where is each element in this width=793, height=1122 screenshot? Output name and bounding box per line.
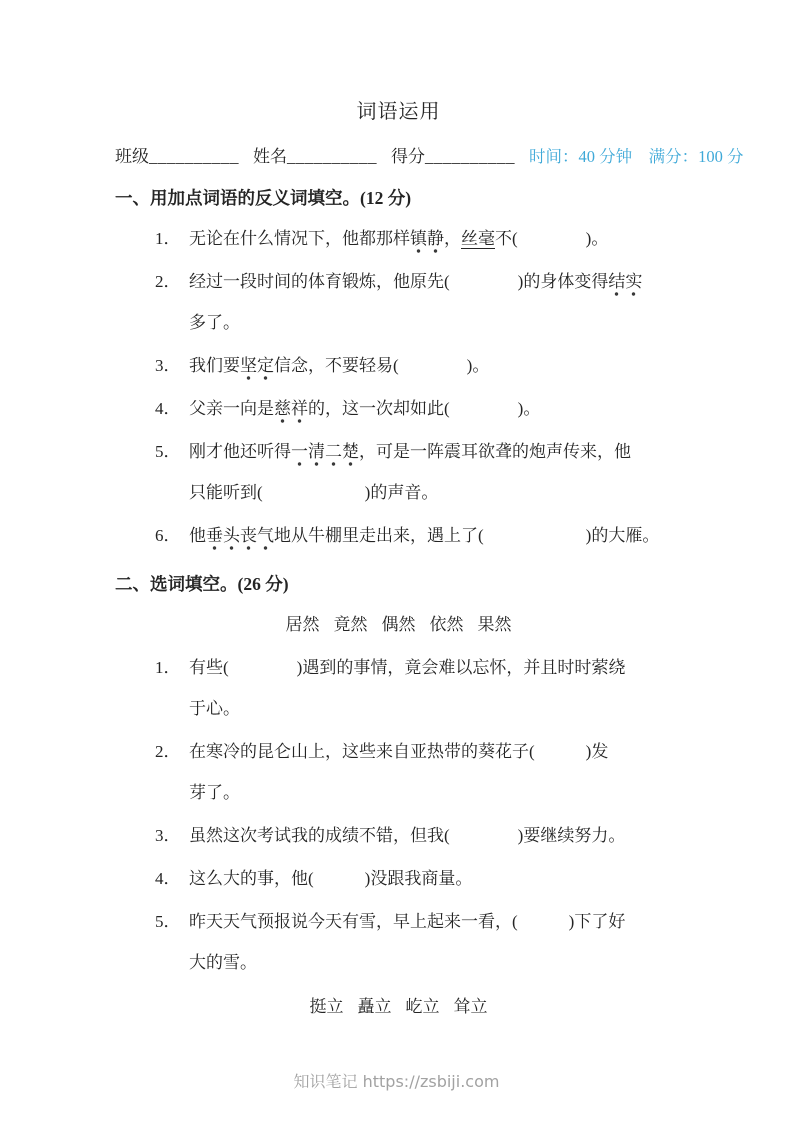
question-item: [155, 431, 682, 513]
word-bank: [115, 604, 682, 645]
question-number: 5．: [155, 442, 181, 461]
name-blank-line[interactable]: __________: [287, 147, 377, 166]
word-bank-option: 居然: [285, 615, 320, 634]
question-item: [155, 218, 682, 259]
question-item: [155, 515, 682, 556]
question-item: [155, 815, 682, 856]
score-blank-line[interactable]: __________: [425, 147, 515, 166]
class-blank-line[interactable]: __________: [149, 147, 239, 166]
question-item: [155, 388, 682, 429]
question-item: [155, 901, 682, 983]
question-number: 4．: [155, 399, 181, 418]
text-run: 他: [189, 526, 206, 545]
question-line: [155, 942, 682, 983]
sections-container: [115, 183, 682, 1027]
question-line: [155, 688, 682, 729]
question-line: [155, 431, 682, 472]
question-number: 2．: [155, 742, 181, 761]
dotted-word: 坚定: [240, 356, 274, 381]
question-number: 3．: [155, 356, 181, 375]
question-item: [155, 731, 682, 813]
text-run: 父亲一向是: [189, 399, 274, 418]
score-label: 得分: [391, 147, 425, 166]
text-with-answer-blank[interactable]: 在寒冷的昆仑山上，这些来自亚热带的葵花子( )发: [189, 742, 609, 761]
word-bank-option: 耸立: [453, 997, 488, 1016]
dotted-word: 一清二楚: [291, 442, 359, 467]
info-row: [115, 144, 744, 170]
question-number: 5．: [155, 912, 181, 931]
word-bank-option: 屹立: [405, 997, 440, 1016]
word-bank: [115, 986, 682, 1027]
page-title: 词语运用: [356, 101, 441, 123]
text-run: 芽了。: [189, 783, 240, 802]
text-with-answer-blank[interactable]: 有些( )遇到的事情，竟会难以忘怀，并且时时萦绕: [189, 658, 626, 677]
question-line: [155, 647, 682, 688]
word-bank-option: 竟然: [333, 615, 368, 634]
score-field: [391, 144, 515, 170]
text-run: ，可是一阵震耳欲聋的炮声传来，他: [359, 442, 631, 461]
class-label: 班级: [115, 147, 149, 166]
word-bank-option: 依然: [429, 615, 464, 634]
question-line: [155, 388, 682, 429]
text-with-answer-blank[interactable]: 只能听到( )的声音。: [189, 483, 439, 502]
text-with-answer-blank[interactable]: 这么大的事，他( )没跟我商量。: [189, 869, 473, 888]
question-number: 6．: [155, 526, 181, 545]
question-number: 2．: [155, 272, 181, 291]
question-line: [155, 731, 682, 772]
question-line: [155, 345, 682, 386]
question-item: [155, 858, 682, 899]
section-heading: 一、用加点词语的反义词填空。(12 分): [115, 188, 412, 208]
question-line: [155, 772, 682, 813]
text-with-answer-blank[interactable]: 地从牛棚里走出来，遇上了( )的大雁。: [274, 526, 660, 545]
dotted-word: 慈祥: [274, 399, 308, 424]
question-line: [155, 218, 682, 259]
text-with-answer-blank[interactable]: 不( )。: [495, 229, 609, 248]
question-line: [155, 901, 682, 942]
class-field: [115, 144, 239, 170]
question-line: [155, 302, 682, 343]
text-run: 我们要: [189, 356, 240, 375]
question-line: [155, 261, 682, 302]
word-bank-option: 偶然: [381, 615, 416, 634]
question-line: [155, 515, 682, 556]
text-run: 无论在什么情况下，他都那样: [189, 229, 410, 248]
text-with-answer-blank[interactable]: 经过一段时间的体育锻炼，他原先( )的身体变得: [189, 272, 609, 291]
text-run: 刚才他还听得: [189, 442, 291, 461]
question-item: [155, 345, 682, 386]
text-run: ，: [444, 229, 461, 248]
word-bank-option: 挺立: [309, 997, 344, 1016]
text-run: 于心。: [189, 699, 240, 718]
text-run: 大的雪。: [189, 953, 257, 972]
question-number: 1．: [155, 229, 181, 248]
name-field: [253, 144, 377, 170]
question-line: [155, 472, 682, 513]
name-label: 姓名: [253, 147, 287, 166]
text-with-answer-blank[interactable]: 昨天天气预报说今天有雪，早上起来一看，( )下了好: [189, 912, 626, 931]
question-line: [155, 815, 682, 856]
dotted-word: 垂头丧气: [206, 526, 274, 551]
question-number: 1．: [155, 658, 181, 677]
dotted-word: 结实: [608, 272, 642, 297]
text-with-answer-blank[interactable]: 信念，不要轻易( )。: [274, 356, 490, 375]
underlined-word: 丝毫: [461, 229, 495, 248]
time-score-note: 时间：40 分钟 满分：100 分: [529, 147, 744, 166]
question-item: [155, 647, 682, 729]
word-bank-option: 矗立: [357, 997, 392, 1016]
question-number: 3．: [155, 826, 181, 845]
dotted-word: 镇静: [410, 229, 444, 254]
text-with-answer-blank[interactable]: 的，这一次却如此( )。: [308, 399, 541, 418]
text-with-answer-blank[interactable]: 虽然这次考试我的成绩不错，但我( )要继续努力。: [189, 826, 626, 845]
question-line: [155, 858, 682, 899]
question-number: 4．: [155, 869, 181, 888]
text-run: 多了。: [189, 313, 240, 332]
footer-watermark: 知识笔记 https://zsbiji.com: [293, 1072, 500, 1091]
question-item: [155, 261, 682, 343]
section-heading: 二、选词填空。(26 分): [115, 574, 289, 594]
word-bank-option: 果然: [477, 615, 512, 634]
